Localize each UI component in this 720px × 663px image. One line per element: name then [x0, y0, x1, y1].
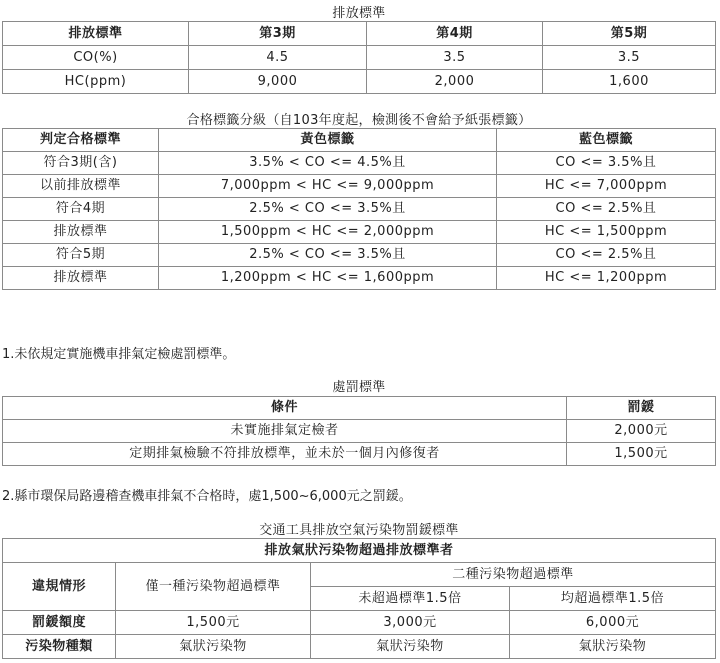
column-header: 罰鍰 — [567, 397, 716, 420]
table-row — [3, 244, 716, 267]
table-cell: 氣狀污染物 — [510, 635, 716, 659]
table4-caption: 交通工具排放空氣污染物罰鍰標準 — [259, 523, 459, 538]
column-header: 條件 — [3, 397, 567, 420]
table2-caption: 合格標籤分級（自103年度起，檢測後不會給予紙張標籤） — [186, 113, 532, 128]
table3-caption: 處罰標準 — [332, 380, 386, 395]
column-header: 排放標準 — [3, 22, 189, 46]
table-row — [3, 198, 716, 221]
table-cell: 符合4期 — [3, 198, 159, 221]
table-cell: 7,000ppm < HC <= 9,000ppm — [159, 175, 497, 198]
table-cell: 定期排氣檢驗不符排放標準，並未於一個月內修復者 — [3, 443, 567, 466]
penalty-table — [2, 396, 716, 466]
table-cell: 3,000元 — [311, 611, 510, 635]
column-header: 僅一種污染物超過標準 — [116, 563, 311, 611]
table-cell: 1,200ppm < HC <= 1,600ppm — [159, 267, 497, 290]
column-header: 第4期 — [367, 22, 543, 46]
table-cell: 氣狀污染物 — [311, 635, 510, 659]
table-cell: 符合3期(含) — [3, 152, 159, 175]
table-row — [3, 175, 716, 198]
table-cell: 4.5 — [189, 46, 367, 70]
table-cell: 6,000元 — [510, 611, 716, 635]
column-header: 未超過標準1.5倍 — [311, 587, 510, 611]
column-header: 第3期 — [189, 22, 367, 46]
table-cell: HC <= 7,000ppm — [497, 175, 716, 198]
table-cell: 3.5% < CO <= 4.5%且 — [159, 152, 497, 175]
table-cell: 排放標準 — [3, 267, 159, 290]
label-grade-table — [2, 128, 716, 290]
row-header: 污染物種類 — [3, 635, 116, 659]
column-header: 黃色標籤 — [159, 129, 497, 152]
table-row — [3, 152, 716, 175]
column-header: 第5期 — [543, 22, 716, 46]
column-header: 判定合格標準 — [3, 129, 159, 152]
table-header-row — [3, 539, 716, 563]
table-cell: 1,500元 — [116, 611, 311, 635]
emission-standard-table — [2, 21, 716, 94]
table-row — [3, 635, 716, 659]
table-title: 排放氣狀污染物超過排放標準者 — [3, 539, 716, 563]
table-cell: 2.5% < CO <= 3.5%且 — [159, 244, 497, 267]
row-header: 罰鍰額度 — [3, 611, 116, 635]
note-text: 1.未依規定實施機車排氣定檢處罰標準。 — [2, 347, 236, 362]
table-cell: 排放標準 — [3, 221, 159, 244]
table-row — [3, 420, 716, 443]
table-cell: 氣狀污染物 — [116, 635, 311, 659]
table-header-row — [3, 397, 716, 420]
column-header: 藍色標籤 — [497, 129, 716, 152]
table-row — [3, 46, 716, 70]
table-cell: 3.5 — [543, 46, 716, 70]
table-row — [3, 443, 716, 466]
table-cell: CO <= 3.5%且 — [497, 152, 716, 175]
table-row — [3, 611, 716, 635]
table-header-row — [3, 129, 716, 152]
table-cell: 1,500元 — [567, 443, 716, 466]
table-cell: 符合5期 — [3, 244, 159, 267]
table-cell: CO <= 2.5%且 — [497, 244, 716, 267]
table-cell: CO(%) — [3, 46, 189, 70]
table-cell: 以前排放標準 — [3, 175, 159, 198]
row-header: 違規情形 — [3, 563, 116, 611]
column-header: 均超過標準1.5倍 — [510, 587, 716, 611]
table-row — [3, 70, 716, 94]
column-header: 二種污染物超過標準 — [311, 563, 716, 587]
table-cell: 1,500ppm < HC <= 2,000ppm — [159, 221, 497, 244]
table-cell: 2,000 — [367, 70, 543, 94]
table-row — [3, 221, 716, 244]
table-cell: 未實施排氣定檢者 — [3, 420, 567, 443]
table-header-row — [3, 22, 716, 46]
table-cell: 2,000元 — [567, 420, 716, 443]
table-row — [3, 267, 716, 290]
table-cell: 1,600 — [543, 70, 716, 94]
note-text: 2.縣市環保局路邊稽查機車排氣不合格時，處1,500~6,000元之罰鍰。 — [2, 489, 412, 504]
table-cell: 3.5 — [367, 46, 543, 70]
table-cell: HC <= 1,500ppm — [497, 221, 716, 244]
table-cell: 2.5% < CO <= 3.5%且 — [159, 198, 497, 221]
table-cell: HC(ppm) — [3, 70, 189, 94]
table-cell: HC <= 1,200ppm — [497, 267, 716, 290]
table1-caption: 排放標準 — [332, 6, 386, 21]
table-cell: 9,000 — [189, 70, 367, 94]
table-cell: CO <= 2.5%且 — [497, 198, 716, 221]
pollutant-fine-table — [2, 538, 716, 659]
table-header-row — [3, 563, 716, 587]
